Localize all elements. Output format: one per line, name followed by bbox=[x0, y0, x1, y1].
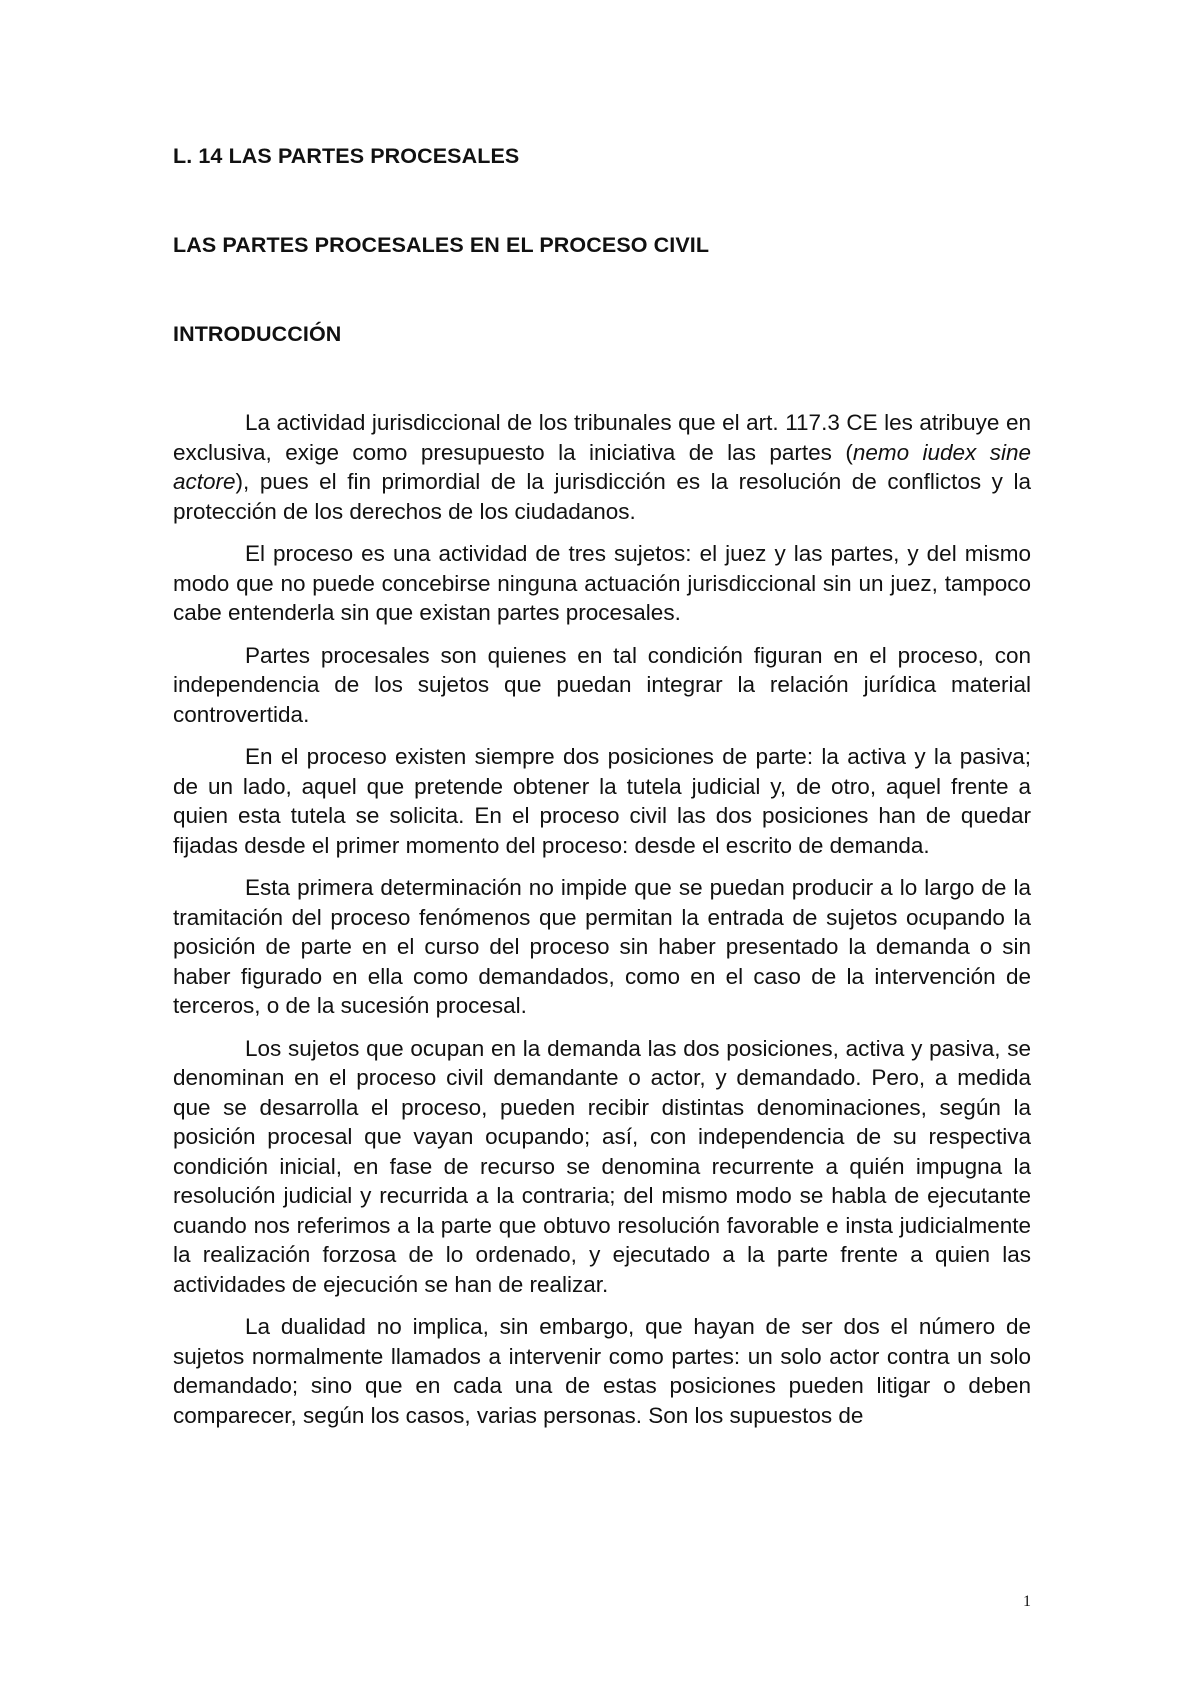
lesson-title: L. 14 LAS PARTES PROCESALES bbox=[173, 144, 520, 168]
subsection-title: INTRODUCCIÓN bbox=[173, 322, 342, 346]
paragraph-6: Los sujetos que ocupan en la demanda las dos posiciones, activa y pasiva, se denominan en el proceso civil demandante o actor, y demandado. Pero, a medida que se desarrolla el proceso, pueden recibir distintas denominaciones, según la posición procesal que vayan ocupando; así, con independencia de su respectiva condición inicial, en fase de recurso se denomina recurrente a quién impugna la resolución judicial y recurrida a la contraria; del mismo modo se habla de ejecutante cuando nos referimos a la parte que obtuvo resolución favorable e insta judicialmente la realización forzosa de lo ordenado, y ejecutado a la parte frente a quien las actividades de ejecución se han de realizar. bbox=[173, 1035, 1031, 1297]
section-title: LAS PARTES PROCESALES EN EL PROCESO CIVIL bbox=[173, 233, 710, 257]
paragraph-1 bbox=[173, 408, 1031, 526]
paragraph-5: Esta primera determinación no impide que se puedan producir a lo largo de la tramitación del proceso fenómenos que permitan la entrada de sujetos ocupando la posición de parte en el curso del proceso sin haber presentado la demanda o sin haber figurado en ella como demandados, como en el caso de la intervención de terceros, o de la sucesión procesal. bbox=[173, 875, 1031, 1018]
paragraph-4: En el proceso existen siempre dos posiciones de parte: la activa y la pasiva; de un lado, aquel que pretende obtener la tutela judicial y, de otro, aquel frente a quien esta tutela se solicita. En el proceso civil las dos posiciones han de quedar fijadas desde el primer momento del proceso: desde el escrito de demanda. bbox=[173, 744, 1031, 858]
paragraph-7: La dualidad no implica, sin embargo, que hayan de ser dos el número de sujetos normalmente llamados a intervenir como partes: un solo actor contra un solo demandado; sino que en cada una de estas posiciones pueden litigar o deben comparecer, según los casos, varias personas. Son los supuestos de bbox=[173, 1314, 1031, 1428]
paragraph-1-text-b: ), pues el fin primordial de la jurisdicción es la resolución de conflictos y la protección de los derechos de los ciudadanos. bbox=[173, 469, 1031, 524]
paragraph-1-latin-phrase: nemo iudex sine actore bbox=[173, 439, 1031, 494]
paragraph-1-text-a: La actividad jurisdiccional de los tribunales que el art. 117.3 CE les atribuye en exclusiva, exige como presupuesto la iniciativa de las partes ( bbox=[173, 410, 1031, 465]
page-number: 1 bbox=[1023, 1593, 1031, 1610]
page-content bbox=[173, 142, 1031, 1443]
paragraph-3: Partes procesales son quienes en tal condición figuran en el proceso, con independencia de los sujetos que puedan integrar la relación jurídica material controvertida. bbox=[173, 642, 1031, 727]
paragraph-2: El proceso es una actividad de tres sujetos: el juez y las partes, y del mismo modo que no puede concebirse ninguna actuación jurisdiccional sin un juez, tampoco cabe entenderla sin que existan partes procesales. bbox=[173, 541, 1031, 625]
